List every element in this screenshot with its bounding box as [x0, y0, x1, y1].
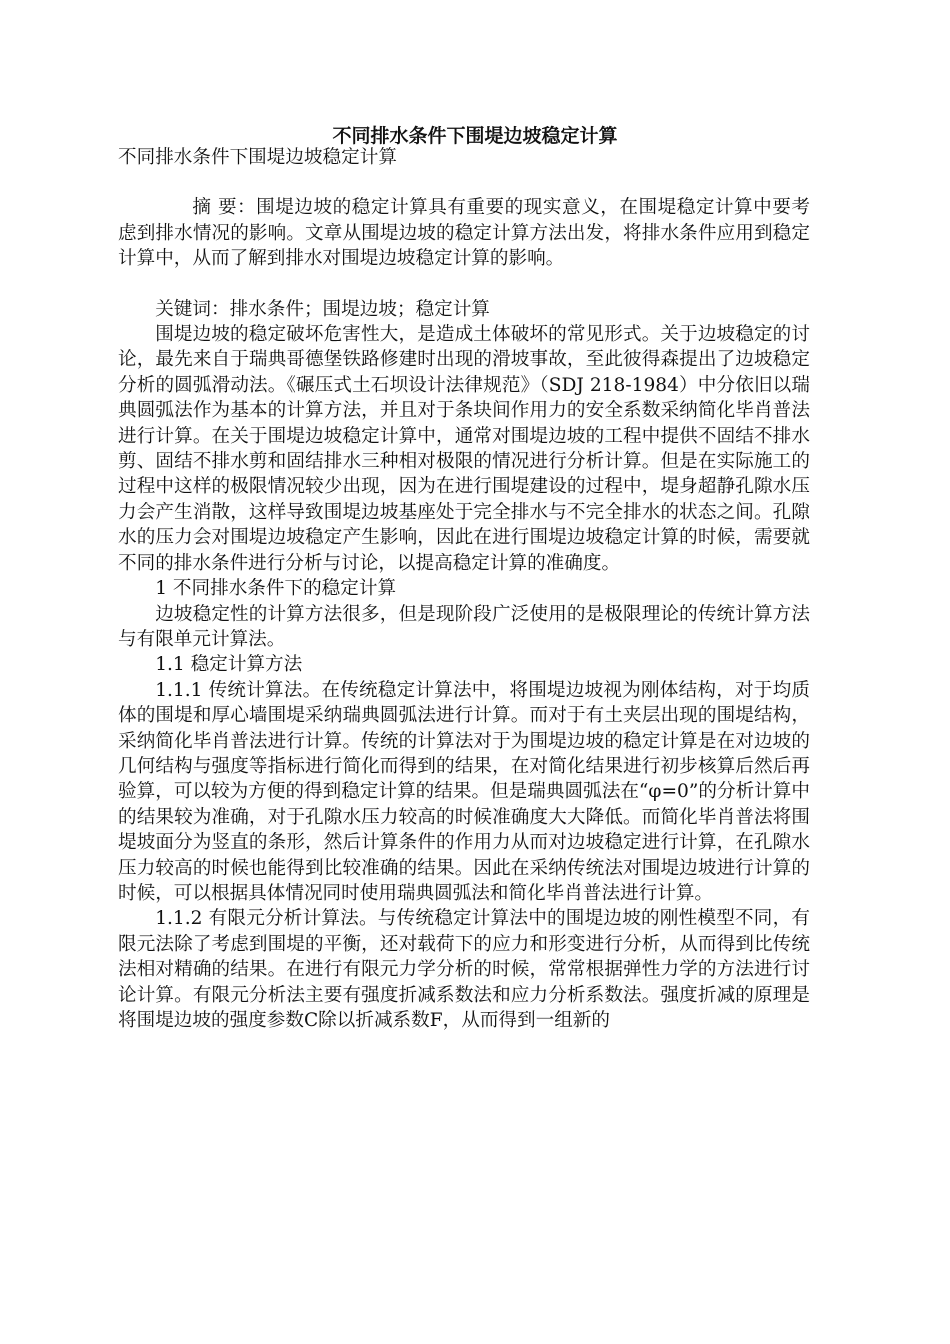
section-1-1-1-paragraph: 1.1.1 传统计算法。在传统稳定计算法中，将围堤边坡视为刚体结构，对于均质体的围堤和厚心墙围堤采纳瑞典圆弧法进行计算。而对于有土夹层出现的围堤结构，采纳简化毕肖普法进行计算。传统的计算法对于为围堤边坡的稳定计算是在对边坡的几何结构与强度等指标进行简化而得到的结果，在对简化结果进行初步核算后然后再验算，可以较为方便的得到稳定计算的结果。但是瑞典圆弧法在“φ=0”的分析计算中的结果较为准确，对于孔隙水压力较高的时候准确度大大降低。而简化毕肖普法将围堤坡面分为竖直的条形，然后计算条件的作用力从而对边坡稳定进行计算，在孔隙水压力较高的时候也能得到比较准确的结果。因此在采纳传统法对围堤边坡进行计算的时候，可以根据具体情况同时使用瑞典圆弧法和简化毕肖普法进行计算。: [118, 679, 810, 904]
section-1-heading: 1 不同排水条件下的稳定计算: [155, 578, 397, 600]
spacer: [118, 170, 810, 195]
spacer: [118, 272, 810, 297]
section-1-1-2-paragraph: 1.1.2 有限元分析计算法。与传统稳定计算法中的围堤边坡的刚性模型不同，有限元法除了考虑到围堤的平衡，还对载荷下的应力和形变进行分析，从而得到比传统法相对精确的结果。在进行有限元力学分析的时候，常常根据弹性力学的方法进行讨论计算。有限元分析法主要有强度折减系数法和应力分析系数法。强度折减的原理是将围堤边坡的强度参数C除以折减系数F，从而得到一组新的: [118, 908, 810, 1031]
document-body: [118, 145, 810, 1033]
document-subtitle: 不同排水条件下围堤边坡稳定计算: [118, 147, 397, 168]
section-1-paragraph: 边坡稳定性的计算方法很多，但是现阶段广泛使用的是极限理论的传统计算方法与有限单元计算法。: [118, 603, 810, 650]
document-title: 不同排水条件下围堤边坡稳定计算: [332, 125, 618, 147]
intro-paragraph: 围堤边坡的稳定破坏危害性大，是造成土体破坏的常见形式。关于边坡稳定的讨论，最先来自于瑞典哥德堡铁路修建时出现的滑坡事故，至此彼得森提出了边坡稳定分析的圆弧滑动法。《碾压式土石坝设计法律规范》（SDJ 218-1984）中分依旧以瑞典圆弧法作为基本的计算方法，并且对于条块间作用力的安全系数采纳简化毕肖普法进行计算。在关于围堤边坡稳定计算中，通常对围堤边坡的工程中提供不固结不排水剪、固结不排水剪和固结排水三种相对极限的情况进行分析计算。但是在实际施工的过程中这样的极限情况较少出现，因为在进行围堤建设的过程中，堤身超静孔隙水压力会产生消散，这样导致围堤边坡基座处于完全排水与不完全排水的状态之间。孔隙水的压力会对围堤边坡稳定产生影响，因此在进行围堤边坡稳定计算的时候，需要就不同的排水条件进行分析与讨论，以提高稳定计算的准确度。: [118, 324, 810, 574]
abstract-paragraph: 摘 要：围堤边坡的稳定计算具有重要的现实意义，在围堤稳定计算中要考虑到排水情况的影响。文章从围堤边坡的稳定计算方法出发，将排水条件应用到稳定计算中，从而了解到排水对围堤边坡稳定计算的影响。: [118, 197, 810, 270]
section-1-1-heading: 1.1 稳定计算方法: [155, 654, 303, 676]
keywords-line: 关键词：排水条件；围堤边坡；稳定计算: [155, 298, 490, 320]
